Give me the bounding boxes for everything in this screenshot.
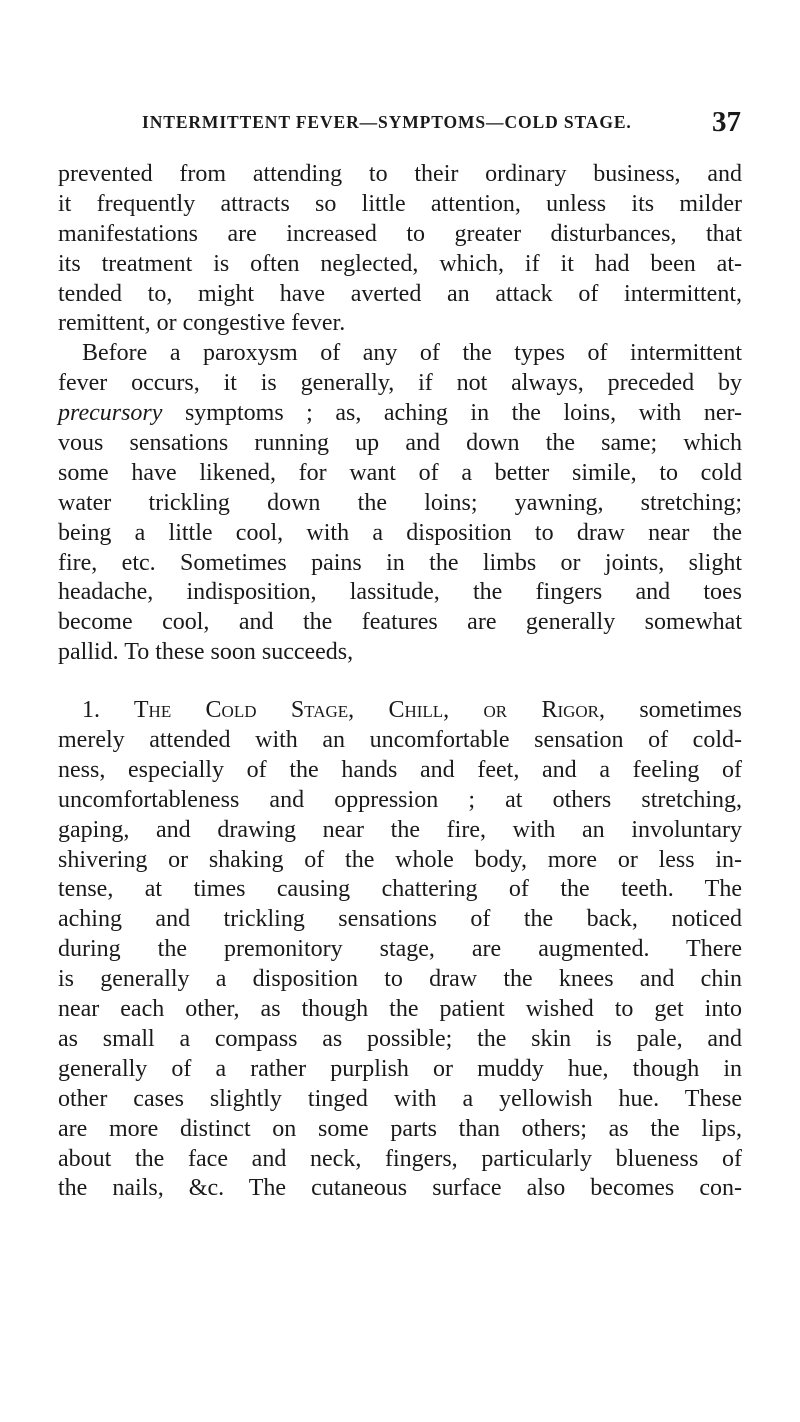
text-line: its treatment is often neglected, which, if it had been at- [58, 250, 742, 277]
text-line: fever occurs, it is generally, if not always, preceded by [58, 370, 742, 397]
text-line: it frequently attracts so little attention, unless its milder [58, 190, 742, 217]
page-number: 37 [712, 106, 741, 138]
text-line: remittent, or congestive fever. [58, 310, 346, 337]
text-line: Before a paroxysm of any of the types of intermittent [82, 340, 742, 367]
section-heading: 1. The Cold Stage, Chill, or Rigor, [82, 697, 606, 724]
text-line: ness, especially of the hands and feet, and a feeling of [58, 756, 742, 783]
text-line: being a little cool, with a disposition to draw near the [58, 519, 742, 546]
text-segment: sometimes [605, 697, 742, 724]
text-line: other cases slightly tinged with a yellowish hue. These [58, 1085, 742, 1112]
text-line: manifestations are increased to greater disturbances, that [58, 220, 742, 247]
text-line: during the premonitory stage, are augmented. There [58, 936, 742, 963]
text-line: generally of a rather purplish or muddy hue, though in [58, 1055, 742, 1082]
text-line: are more distinct on some parts than others; as the lips, [58, 1115, 742, 1142]
text-line: the nails, &c. The cutaneous surface also becomes con- [58, 1175, 742, 1202]
body-text [58, 160, 742, 1204]
text-line: merely attended with an uncomfortable sensation of cold- [58, 727, 742, 754]
text-line: as small a compass as possible; the skin is pale, and [58, 1025, 742, 1052]
text-line: water trickling down the loins; yawning, stretching; [58, 489, 742, 516]
text-line: tended to, might have averted an attack of intermittent, [58, 280, 742, 307]
text-line: headache, indisposition, lassitude, the fingers and toes [58, 579, 742, 606]
text-line: gaping, and drawing near the fire, with an involuntary [58, 816, 742, 843]
text-line: is generally a disposition to draw the knees and chin [58, 966, 742, 993]
text-line: uncomfortableness and oppression ; at others stretching, [58, 786, 742, 813]
text-line: tense, at times causing chattering of the teeth. The [58, 876, 742, 903]
text-line: fire, etc. Sometimes pains in the limbs or joints, slight [58, 549, 742, 576]
text-line: near each other, as though the patient wished to get into [58, 996, 742, 1023]
text-line-with-heading [58, 696, 742, 726]
text-line: aching and trickling sensations of the back, noticed [58, 906, 742, 933]
text-segment: symptoms ; as, aching in the loins, with ner- [184, 400, 742, 427]
text-line-with-italic [58, 399, 742, 429]
text-line: prevented from attending to their ordinary business, and [58, 161, 742, 187]
paragraph-gap [58, 668, 742, 696]
text-line: become cool, and the features are generally somewhat [58, 609, 742, 636]
italic-term: precursory [58, 400, 163, 427]
text-line: about the face and neck, fingers, particularly blueness of [58, 1145, 742, 1172]
text-line: shivering or shaking of the whole body, more or less in- [58, 846, 742, 873]
text-line: vous sensations running up and down the same; which [58, 430, 742, 457]
text-line: some have likened, for want of a better simile, to cold [58, 459, 742, 486]
text-line: pallid. To these soon succeeds, [58, 639, 354, 666]
running-head: INTERMITTENT FEVER—SYMPTOMS—COLD STAGE. [142, 112, 632, 132]
